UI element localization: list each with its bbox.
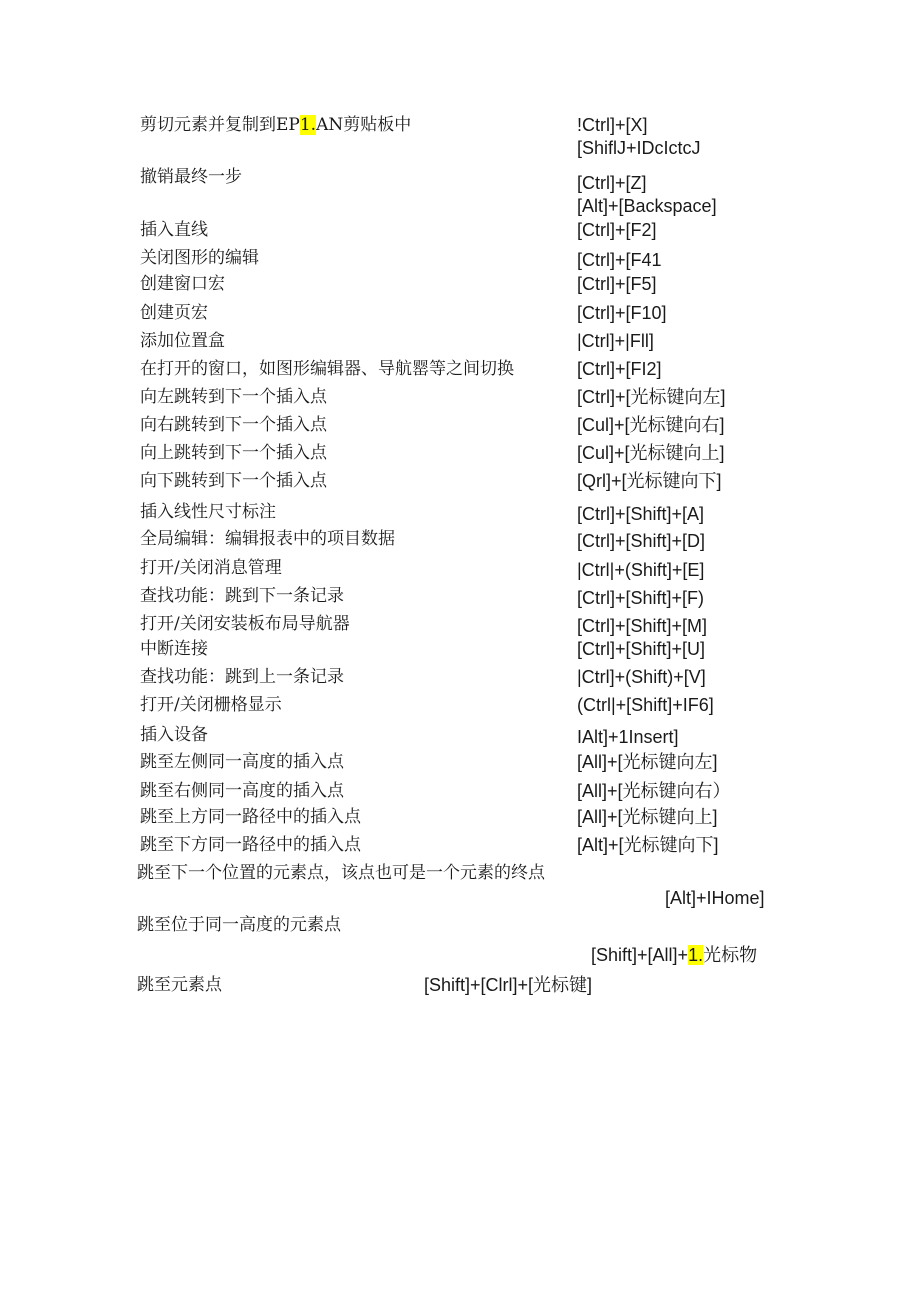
shortcut-desc: 添加位置盒: [140, 331, 225, 351]
shortcut-desc: 查找功能：跳到下一条记录: [140, 586, 344, 606]
shortcut-desc: 向左跳转到下一个插入点: [140, 387, 327, 407]
shortcut-key-alt: [ShiflJ+IDcIctcJ: [577, 138, 701, 158]
shortcut-key: [Ctrl]+[Shift]+[U]: [577, 639, 706, 659]
shortcut-key: [All]+[光标键向左]: [577, 752, 718, 772]
highlight-mark: 1.: [688, 945, 704, 965]
shortcut-desc: 打开/关闭栅格显示: [140, 695, 282, 715]
shortcut-key: [Ctrl]+[FI2]: [577, 359, 662, 379]
shortcut-key: [Alt]+[光标键向下]: [577, 835, 719, 855]
shortcut-key: [All]+[光标键向右）: [577, 781, 731, 801]
shortcut-key: [Qrl]+[光标键向下]: [577, 471, 722, 491]
shortcut-desc: 插入线性尺寸标注: [140, 502, 276, 522]
shortcut-desc: 打开/关闭消息管理: [140, 558, 282, 578]
desc-text: 剪切元素并复制到EP: [140, 115, 300, 135]
shortcut-key: [Ctrl]+[F10]: [577, 303, 667, 323]
shortcut-key: [Ctrl]+[Shift]+[A]: [577, 504, 705, 524]
shortcut-key: [Ctrl]+[F5]: [577, 274, 657, 294]
shortcut-key: |Ctrl|+(Shift]+[E]: [577, 560, 705, 580]
desc-text: AN剪贴板中: [316, 115, 412, 135]
shortcut-key: [Alt]+IHome]: [665, 888, 765, 908]
key-text: 光标物: [703, 945, 758, 965]
shortcut-desc: 向上跳转到下一个插入点: [140, 443, 327, 463]
shortcut-key-alt: [Alt]+[Backspace]: [577, 196, 717, 216]
shortcut-desc: 撤销最终一步: [140, 167, 242, 187]
shortcut-desc: 跳至位于同一高度的元素点: [137, 915, 341, 935]
shortcut-key: !Ctrl]+[X]: [577, 115, 648, 135]
shortcut-key: [Ctrl]+[Shift]+[F): [577, 588, 705, 608]
shortcut-desc: 跳至左侧同一高度的插入点: [140, 752, 344, 772]
shortcut-desc: 插入直线: [140, 220, 208, 240]
key-text: [Shift]+[All]+: [591, 945, 689, 965]
shortcut-key: |Ctrl]+(Shift)+[V]: [577, 667, 706, 687]
shortcut-desc: 跳至下方同一路径中的插入点: [140, 835, 361, 855]
shortcut-key: [Ctrl]+[Shift]+[D]: [577, 531, 706, 551]
shortcut-desc: 跳至元素点: [137, 975, 222, 995]
shortcut-key: [591, 944, 757, 966]
shortcut-key: |Ctrl]+|Fll]: [577, 331, 654, 351]
shortcut-key: [Ctrl]+[Shift]+[M]: [577, 616, 708, 636]
shortcut-key: [Shift]+[Clrl]+[光标键]: [424, 975, 593, 995]
shortcut-key: [All]+[光标键向上]: [577, 807, 718, 827]
shortcut-key: [Cul]+[光标键向右]: [577, 415, 725, 435]
shortcut-desc: 创建页宏: [140, 303, 208, 323]
shortcut-key: [Cul]+[光标键向上]: [577, 443, 725, 463]
shortcut-desc: 插入设备: [140, 725, 208, 745]
shortcut-desc: 在打开的窗口，如图形编辑器、导航罂等之间切换: [140, 359, 514, 379]
shortcut-desc: 创建窗口宏: [140, 274, 225, 294]
shortcut-desc: 全局编辑：编辑报表中的项目数据: [140, 529, 395, 549]
shortcut-desc: 跳至下一个位置的元素点，该点也可是一个元素的终点: [137, 863, 545, 883]
shortcut-desc: [140, 114, 411, 136]
shortcut-desc: 跳至右侧同一高度的插入点: [140, 781, 344, 801]
shortcut-desc: 打开/关闭安装板布局导航器: [140, 614, 350, 634]
shortcut-key: IAlt]+1Insert]: [577, 727, 679, 747]
shortcut-desc: 跳至上方同一路径中的插入点: [140, 807, 361, 827]
shortcut-key: [Ctrl]+[F2]: [577, 220, 657, 240]
shortcut-key: [Ctrl]+[Z]: [577, 173, 647, 193]
shortcut-desc: 中断连接: [140, 639, 208, 659]
shortcut-desc: 查找功能：跳到上一条记录: [140, 667, 344, 687]
shortcut-desc: 关闭图形的编辑: [140, 248, 259, 268]
shortcut-key: [Ctrl]+[F41: [577, 250, 662, 270]
highlight-mark: 1.: [299, 115, 317, 135]
shortcut-key: (Ctrl|+[Shift]+IF6]: [577, 695, 714, 715]
shortcut-key: [Ctrl]+[光标键向左]: [577, 387, 726, 407]
shortcut-desc: 向右跳转到下一个插入点: [140, 415, 327, 435]
shortcut-desc: 向下跳转到下一个插入点: [140, 471, 327, 491]
